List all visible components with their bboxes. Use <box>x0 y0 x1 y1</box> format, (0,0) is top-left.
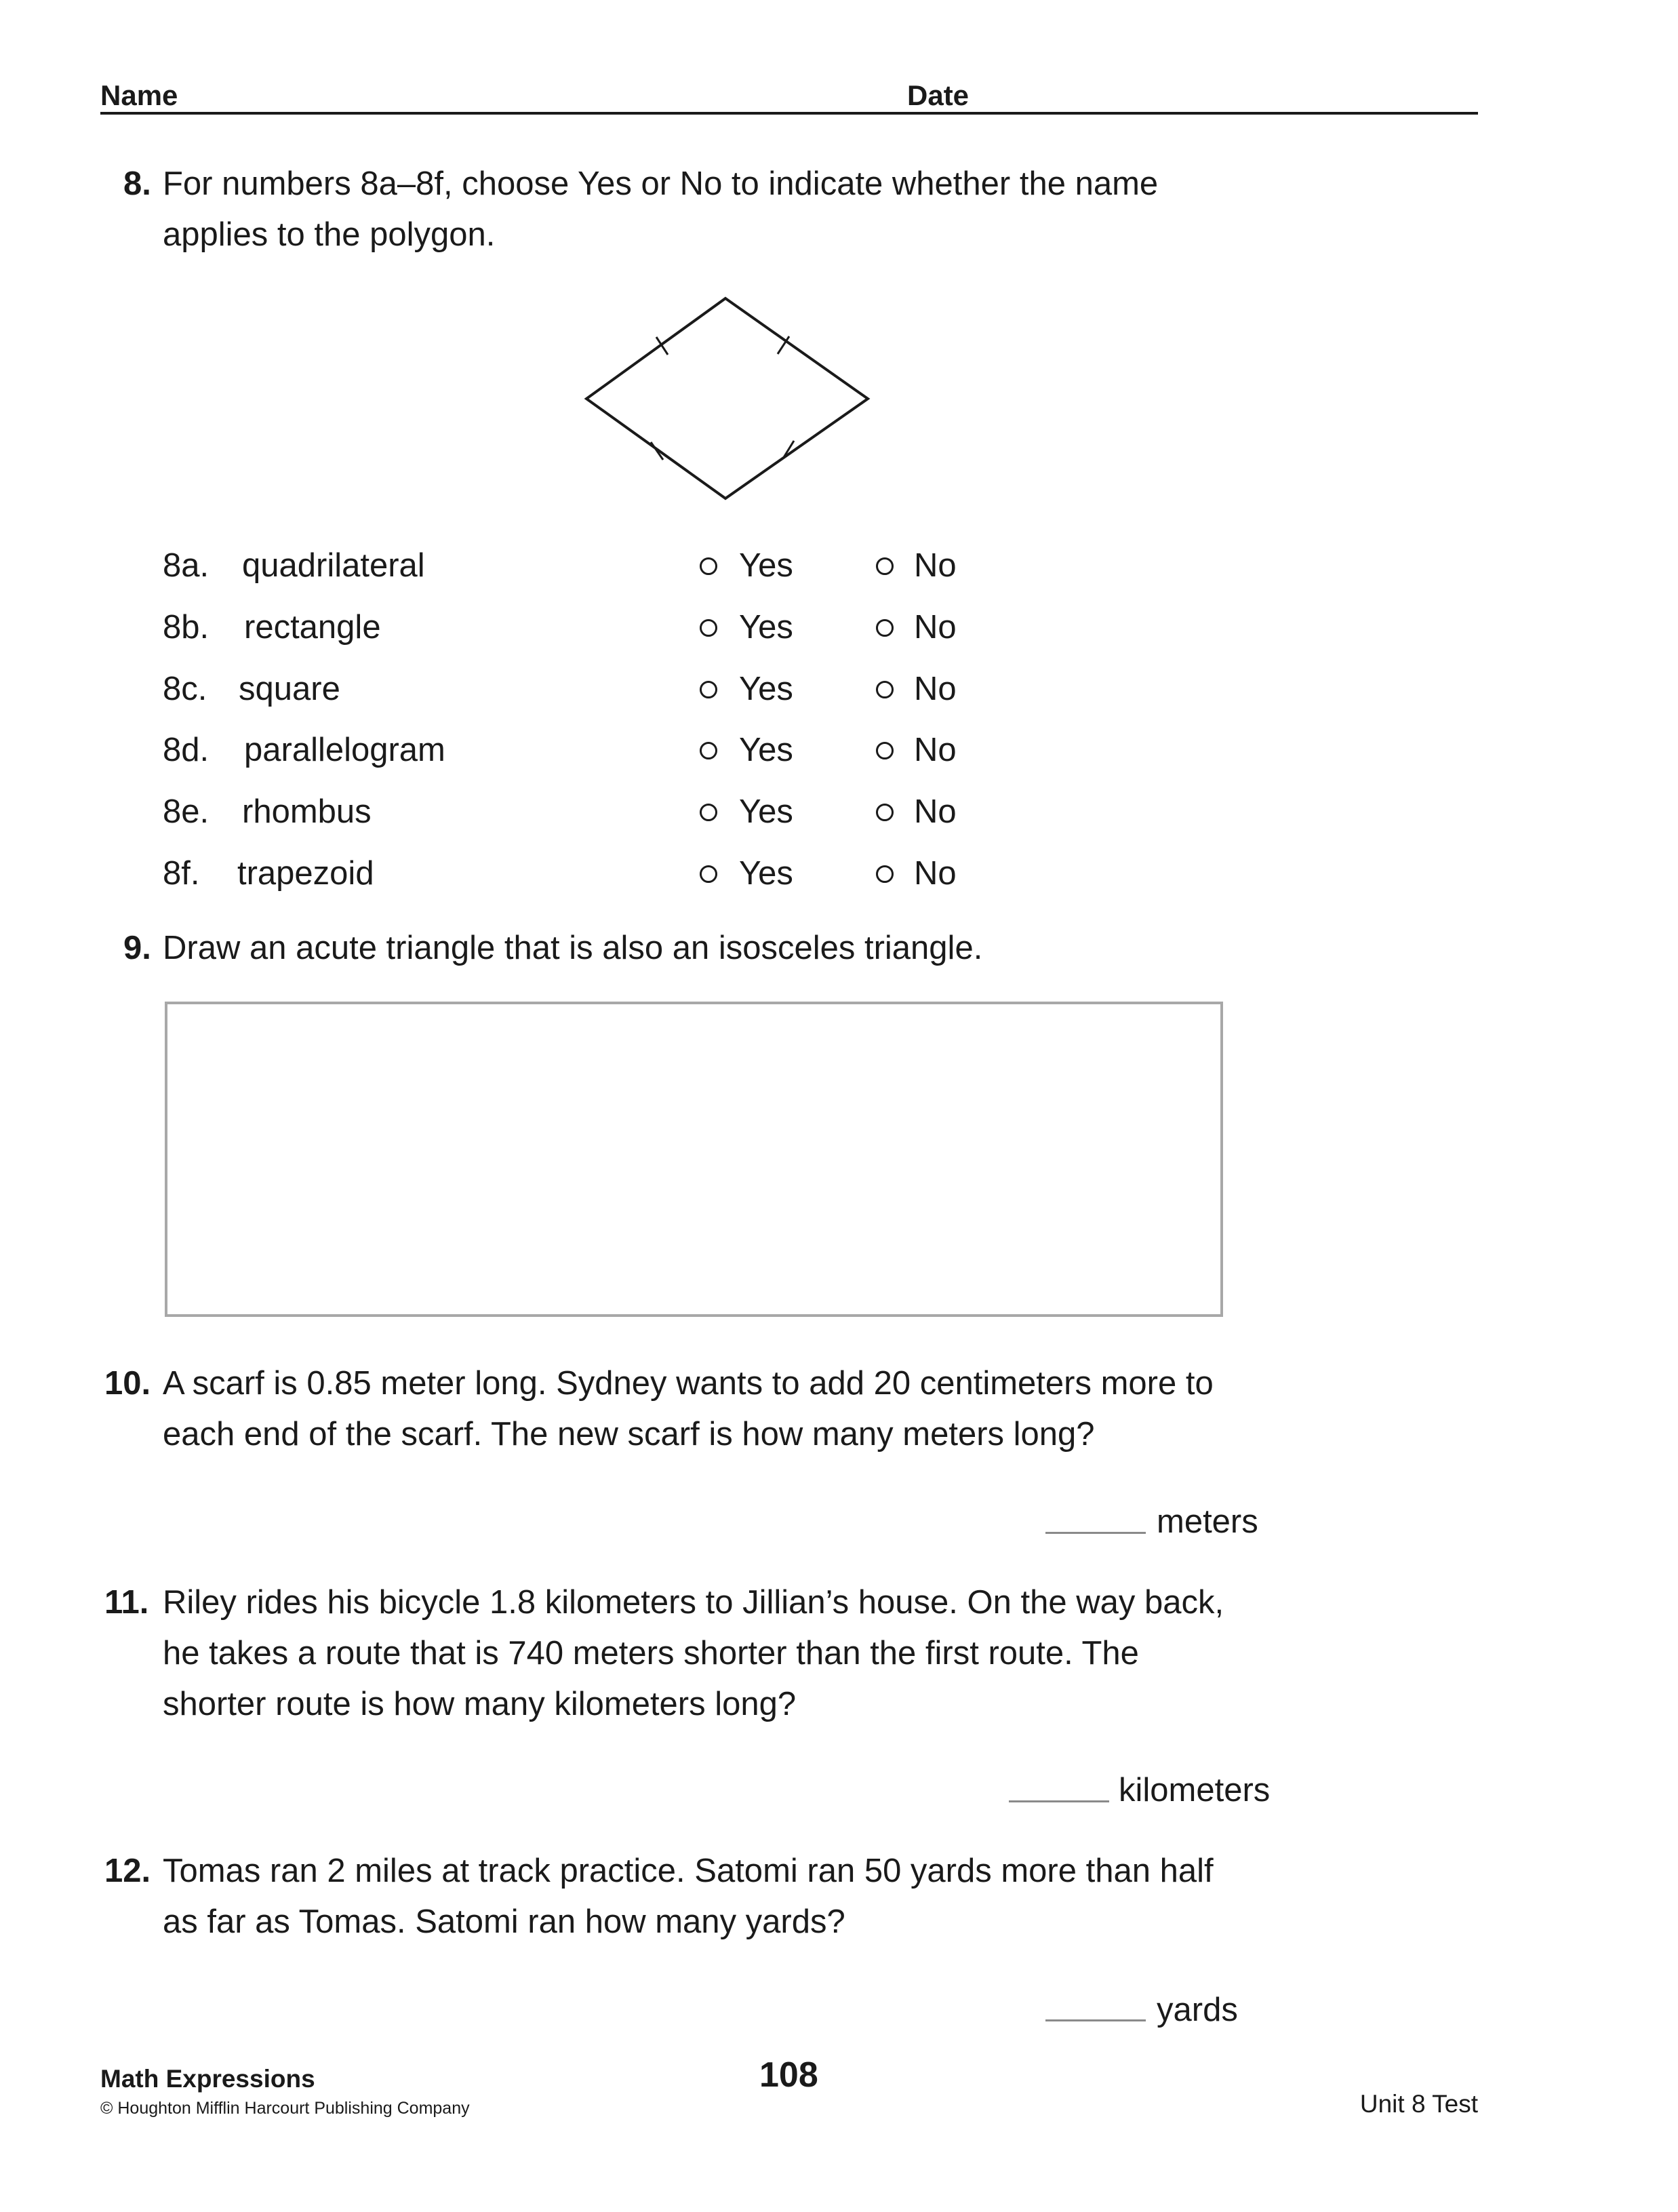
option-8b-label: rectangle <box>244 609 381 646</box>
option-8e-yes-radio[interactable] <box>700 804 717 821</box>
page-number: 108 <box>759 2055 818 2095</box>
option-8f-yes-radio[interactable] <box>700 865 717 883</box>
question-11-number: 11. <box>104 1584 149 1621</box>
option-8d-id: 8d. <box>163 732 209 768</box>
option-8d-no-radio[interactable] <box>876 742 894 759</box>
option-8f-no-radio[interactable] <box>876 865 894 883</box>
option-8c-yes-radio[interactable] <box>700 681 717 698</box>
answer-11-unit: kilometers <box>1119 1772 1271 1809</box>
publisher-title: Math Expressions <box>100 2065 315 2093</box>
question-11-text-line2: he takes a route that is 740 meters shorter than the first route. The <box>163 1635 1139 1672</box>
option-8b-yes-radio[interactable] <box>700 619 717 637</box>
option-8b-id: 8b. <box>163 609 209 646</box>
answer-12-unit: yards <box>1157 1992 1238 2028</box>
answer-10-unit: meters <box>1157 1503 1258 1540</box>
option-8f-yes-label: Yes <box>739 855 793 892</box>
option-8e-label: rhombus <box>242 793 372 830</box>
rhombus-figure-icon <box>576 292 881 509</box>
question-11-text-line1: Riley rides his bicycle 1.8 kilometers to Jillian’s house. On the way back, <box>163 1584 1224 1621</box>
option-8b-no-radio[interactable] <box>876 619 894 637</box>
copyright-notice: © Houghton Mifflin Harcourt Publishing Company <box>100 2099 470 2118</box>
header-rule <box>100 112 1478 115</box>
option-8e-no-radio[interactable] <box>876 804 894 821</box>
option-8f-label: trapezoid <box>237 855 374 892</box>
question-11-text-line3: shorter route is how many kilometers long? <box>163 1686 797 1722</box>
question-9-number: 9. <box>123 930 151 966</box>
option-8a-no-label: No <box>914 547 957 584</box>
name-label: Name <box>100 79 178 111</box>
question-12-text-line1: Tomas ran 2 miles at track practice. Satomi ran 50 yards more than half <box>163 1853 1214 1889</box>
option-8c-yes-label: Yes <box>739 671 793 707</box>
option-8a-label: quadrilateral <box>242 547 425 584</box>
question-10-number: 10. <box>104 1365 151 1402</box>
option-8b-no-label: No <box>914 609 957 646</box>
answer-12-blank[interactable] <box>1045 2019 1146 2021</box>
question-9-text: Draw an acute triangle that is also an isosceles triangle. <box>163 930 983 966</box>
option-8e-yes-label: Yes <box>739 793 793 830</box>
option-8f-id: 8f. <box>163 855 200 892</box>
option-8d-label: parallelogram <box>244 732 445 768</box>
option-8d-no-label: No <box>914 732 957 768</box>
answer-10-blank[interactable] <box>1045 1532 1146 1534</box>
question-8-text-line2: applies to the polygon. <box>163 216 496 253</box>
question-10-text-line2: each end of the scarf. The new scarf is how many meters long? <box>163 1416 1095 1453</box>
option-8e-id: 8e. <box>163 793 209 830</box>
question-8-number: 8. <box>123 165 151 202</box>
option-8b-yes-label: Yes <box>739 609 793 646</box>
question-12-number: 12. <box>104 1853 151 1889</box>
option-8a-id: 8a. <box>163 547 209 584</box>
option-8a-yes-radio[interactable] <box>700 557 717 575</box>
question-12-text-line2: as far as Tomas. Satomi ran how many yards? <box>163 1903 845 1940</box>
test-name: Unit 8 Test <box>1359 2090 1478 2118</box>
option-8c-label: square <box>239 671 340 707</box>
option-8d-yes-radio[interactable] <box>700 742 717 759</box>
option-8e-no-label: No <box>914 793 957 830</box>
answer-11-blank[interactable] <box>1009 1800 1109 1802</box>
option-8c-no-label: No <box>914 671 957 707</box>
triangle-drawing-area[interactable] <box>165 1002 1223 1317</box>
option-8c-id: 8c. <box>163 671 207 707</box>
question-10-text-line1: A scarf is 0.85 meter long. Sydney wants to add 20 centimeters more to <box>163 1365 1214 1402</box>
question-8-text-line1: For numbers 8a–8f, choose Yes or No to indicate whether the name <box>163 165 1159 202</box>
option-8d-yes-label: Yes <box>739 732 793 768</box>
option-8c-no-radio[interactable] <box>876 681 894 698</box>
option-8a-no-radio[interactable] <box>876 557 894 575</box>
option-8f-no-label: No <box>914 855 957 892</box>
date-label: Date <box>907 79 970 111</box>
option-8a-yes-label: Yes <box>739 547 793 584</box>
